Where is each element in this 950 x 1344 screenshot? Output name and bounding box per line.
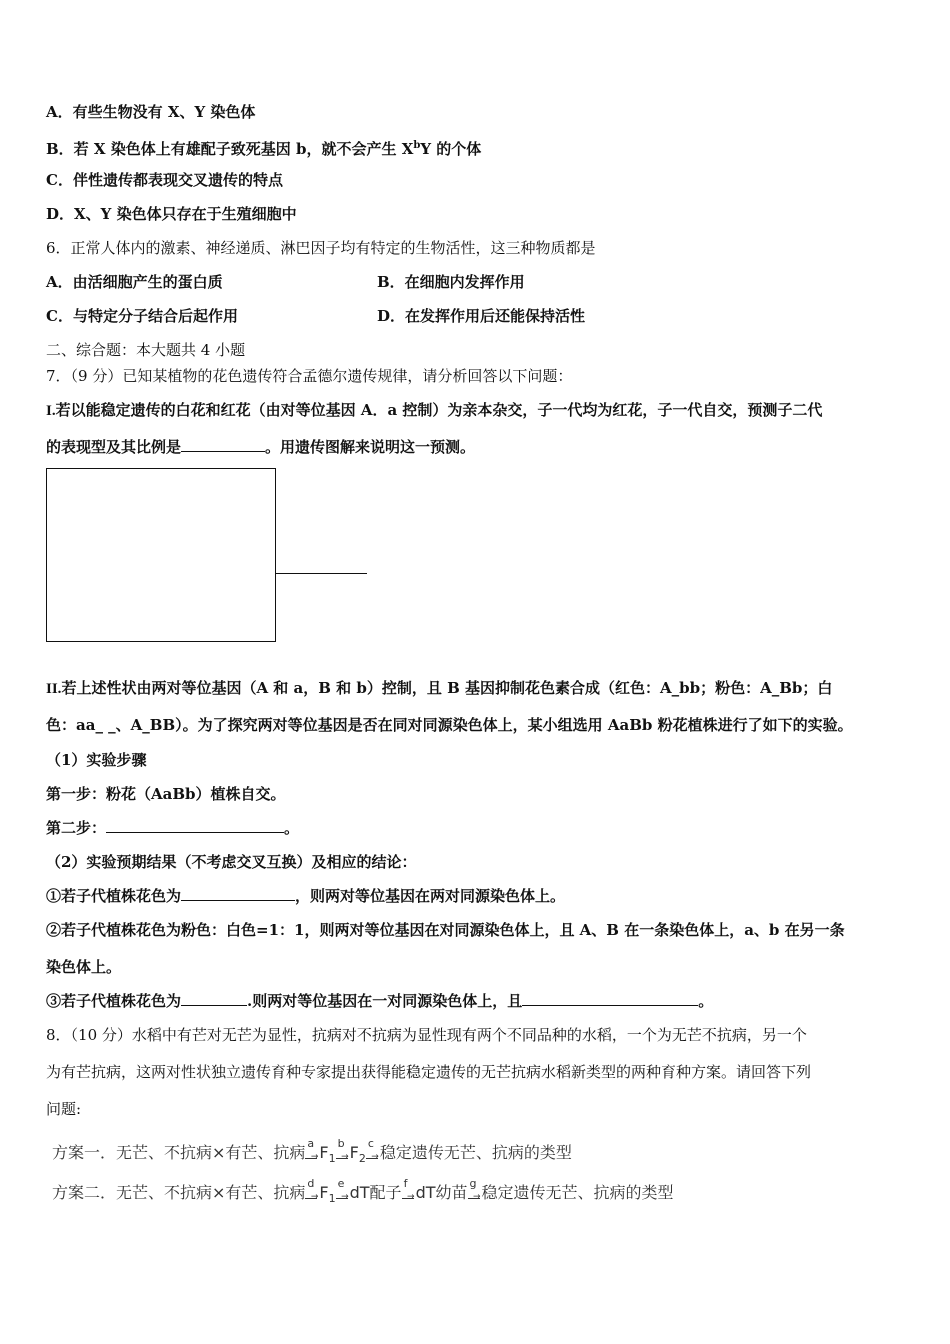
f1-sub: 1 (328, 1192, 336, 1206)
scheme1-suffix: 稳定遗传无芒、抗病的类型 (379, 1143, 572, 1162)
q7-result2-line2: 染色体上。 (46, 958, 122, 976)
q7-stem: 7．（9 分）已知某植物的花色遗传符合孟德尔遗传规律，请分析回答以下问题： (46, 367, 573, 385)
arrow-icon (305, 1136, 319, 1162)
q7-result1 (46, 886, 565, 906)
q7-part2-label: II. (46, 681, 62, 697)
arrow-head: → (472, 1191, 481, 1202)
f1-sub: 1 (328, 1152, 336, 1166)
answer-blank[interactable] (106, 818, 284, 833)
arrow-head: → (341, 1151, 349, 1162)
q6-stem: 6．正常人体内的激素、神经递质、淋巴因子均有特定的生物活性，这三种物质都是 (46, 239, 596, 257)
q7-result3-text: ③若子代植株花色为 (46, 992, 182, 1010)
q7-result1-text: ①若子代植株花色为 (46, 887, 182, 905)
arrow-head: → (341, 1191, 349, 1202)
q8-line3: 问题: (46, 1100, 82, 1118)
q7-result3-end: 。 (698, 992, 714, 1010)
f2-sub: 2 (358, 1152, 366, 1166)
q7-part2-line1 (46, 678, 832, 699)
step-label: g (469, 1176, 477, 1190)
q5-option-a: A．有些生物没有 X、Y 染色体 (46, 103, 256, 121)
q6-option-c: C．与特定分子结合后起作用 (46, 307, 238, 325)
q7-step2 (46, 818, 299, 838)
q8-line2: 为有芒抗病，这两对性状独立遗传育种专家提出获得能稳定遗传的无芒抗病水稻新类型的两种育种方案。请回答下列 (46, 1063, 812, 1081)
q7-part1-label: I. (46, 403, 56, 419)
f1-label: F (319, 1183, 329, 1202)
arrow-icon (402, 1176, 416, 1202)
q7-part2-text: 若上述性状由两对等位基因（A 和 a，B 和 b）控制，且 B 基因抑制花色素合成（红色：A_bb；粉色：A_Bb；白 (61, 679, 833, 697)
step-label: f (403, 1176, 408, 1190)
q7-part2-line2: 色：aa_ _、A_BB）。为了探究两对等位基因是否在同对同源染色体上，某小组选用 AaBb 粉花植株进行了如下的实验。 (46, 716, 853, 734)
arrow-icon (336, 1176, 350, 1202)
arrow-icon (366, 1136, 380, 1162)
q6-option-d: D．在发挥作用后还能保持活性 (377, 307, 586, 325)
step-label: a (307, 1136, 315, 1150)
q7-part1-line2 (46, 437, 475, 457)
q7-result-title: （2）实验预期结果（不考虑交叉互换）及相应的结论： (46, 853, 417, 871)
q7-result3-mid: .则两对等位基因在一对同源染色体上，且 (247, 992, 523, 1010)
arrow-head: → (371, 1151, 379, 1162)
q7-result2-line1: ②若子代植株花色为粉色：白色=1：1，则两对等位基因在对同源染色体上，且 A、B 在一条染色体上，a、b 在另一条 (46, 921, 845, 939)
q7-part1-text2: 的表现型及其比例是 (46, 438, 182, 456)
scheme1-prefix: 方案一．无芒、不抗病×有芒、抗病 (52, 1143, 306, 1162)
q6-option-b: B．在细胞内发挥作用 (377, 273, 525, 291)
step-label: b (337, 1136, 345, 1150)
q7-step2-end: 。 (284, 819, 300, 837)
q6-option-a: A．由活细胞产生的蛋白质 (46, 273, 223, 291)
diagram-answer-line (275, 573, 367, 574)
step-label: d (307, 1176, 315, 1190)
q7-part1-text3: 。用遗传图解来说明这一预测。 (265, 438, 476, 456)
q7-part1-text: 若以能稳定遗传的白花和红花（由对等位基因 A．a 控制）为亲本杂交，子一代均为红花，子一代自交，预测子二代 (55, 401, 823, 419)
q5-option-c: C．伴性遗传都表现交叉遗传的特点 (46, 171, 283, 189)
scheme2-prefix: 方案二．无芒、不抗病×有芒、抗病 (52, 1183, 306, 1202)
gamete-label: dT配子 (349, 1183, 402, 1202)
section-heading: 二、综合题：本大题共 4 小题 (46, 341, 246, 359)
arrow-head: → (310, 1151, 319, 1162)
scheme2-suffix: 稳定遗传无芒、抗病的类型 (481, 1183, 674, 1202)
f1-label: F (319, 1143, 329, 1162)
step-label: e (337, 1176, 345, 1190)
answer-blank[interactable] (181, 991, 247, 1006)
arrow-head: → (407, 1191, 415, 1202)
q7-step1: 第一步：粉花（AaBb）植株自交。 (46, 785, 286, 803)
breeding-scheme-1 (52, 1136, 572, 1170)
breeding-scheme-2 (52, 1176, 674, 1210)
answer-blank[interactable] (181, 886, 295, 901)
step-label: c (367, 1136, 374, 1150)
q8-line1: 8．（10 分）水稻中有芒对无芒为显性，抗病对不抗病为显性现有两个不同品种的水稻，一个为无芒不抗病，另一个 (46, 1026, 807, 1044)
q5-option-b-text: B．若 X 染色体上有雄配子致死基因 b，就不会产生 X (46, 140, 414, 158)
arrow-icon (305, 1176, 319, 1202)
arrow-head: → (310, 1191, 319, 1202)
arrow-icon (468, 1176, 482, 1202)
q7-step2-text: 第二步： (46, 819, 107, 837)
arrow-icon (336, 1136, 350, 1162)
q7-part1-line1 (46, 400, 822, 421)
q7-result3 (46, 991, 713, 1011)
answer-blank[interactable] (522, 991, 698, 1006)
genetic-diagram-box[interactable] (46, 468, 276, 642)
seedling-label: dT幼苗 (415, 1183, 468, 1202)
answer-blank[interactable] (181, 437, 265, 452)
q5-option-b-sup: b (413, 140, 421, 151)
q5-option-d: D．X、Y 染色体只存在于生殖细胞中 (46, 205, 297, 223)
q7-step-title: （1）实验步骤 (46, 751, 147, 769)
q7-result1-tail: ，则两对等位基因在两对同源染色体上。 (295, 887, 566, 905)
f2-label: F (349, 1143, 359, 1162)
q5-option-b-tail: Y 的个体 (420, 140, 482, 158)
q5-option-b (46, 136, 481, 159)
